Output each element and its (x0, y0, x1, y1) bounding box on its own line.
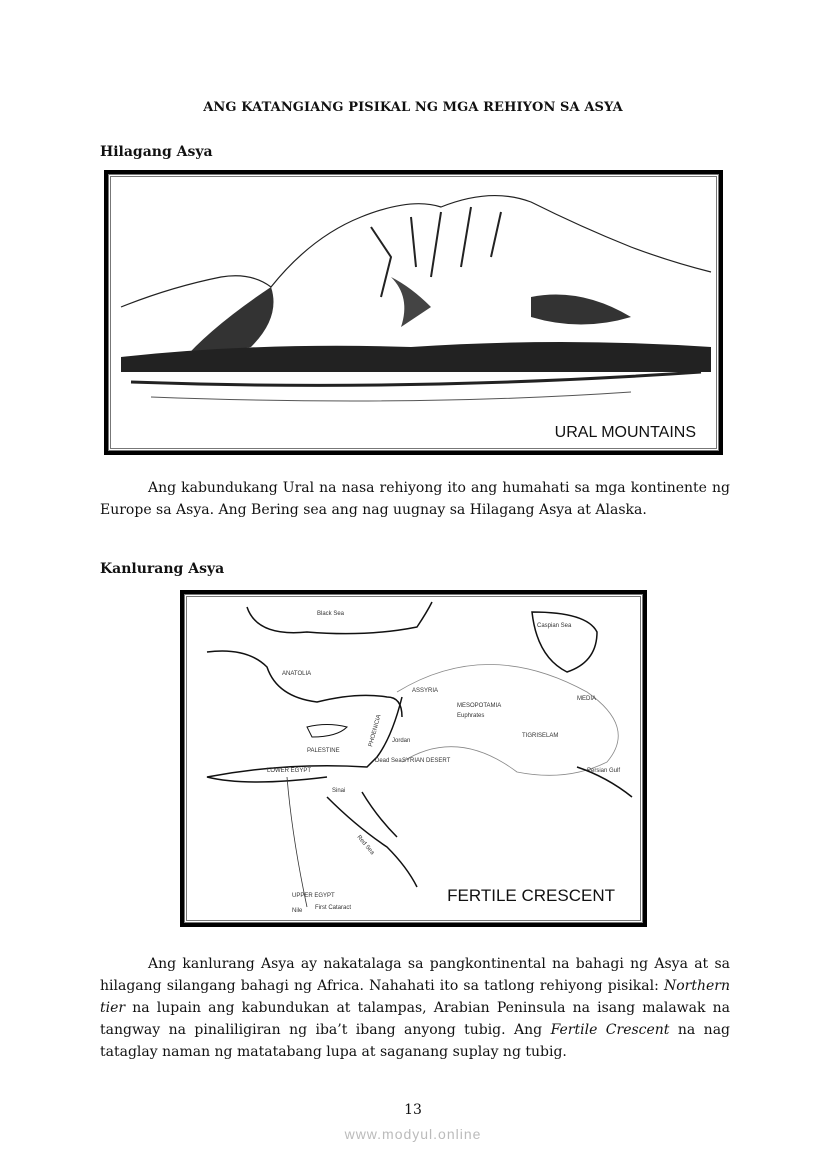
watermark: www.modyul.online (344, 1126, 482, 1142)
map-label: Persian Gulf (587, 768, 621, 774)
map-label: TIGRIS (522, 733, 543, 739)
map-label: Black Sea (317, 611, 345, 617)
map-label: Sinai (332, 788, 346, 794)
fertile-crescent-map-figure (180, 590, 647, 927)
paragraph-text: Ang kabundukang Ural na nasa rehiyong ito ang humahati sa mga kontinente ng Europe sa Asya. Ang Bering sea ang nag uugnay sa Hilagang Asya at Alaska. (100, 480, 730, 518)
map-label: Dead Sea (375, 758, 402, 764)
page-title: ANG KATANGIANG PISIKAL NG MGA REHIYON SA ASYA (203, 100, 623, 115)
emphasis-fertile-crescent: Fertile Crescent (550, 1022, 670, 1038)
map-label: ANATOLIA (282, 671, 312, 677)
figure-caption-fertile-crescent: FERTILE CRESCENT (447, 886, 615, 905)
paragraph-kanlurang-asya (100, 953, 730, 1063)
section-heading-kanlurang-asya: Kanlurang Asya (100, 561, 225, 577)
mountain-illustration (111, 177, 716, 448)
paragraph-text: na lupain ang kabundukan at talampas, Arabian Peninsula na isang malawak na tangway na pinaliligiran ng iba’t ibang anyong tubig. Ang (100, 1000, 730, 1038)
paragraph-text: Ang kanlurang Asya ay nakatalaga sa pangkontinental na bahagi ng Asya at sa hilagang silangang bahagi ng Africa. Nahahati ito sa tatlong rehiyong pisikal: (100, 956, 730, 994)
map-label: Euphrates (457, 713, 485, 719)
paragraph-hilagang-asya (100, 477, 730, 521)
map-label: LOWER EGYPT (267, 768, 312, 774)
map-label: Red Sea (355, 834, 376, 857)
fertile-crescent-map (187, 597, 640, 920)
map-label: ELAM (542, 733, 559, 739)
map-label: MESOPOTAMIA (457, 703, 502, 709)
map-label: PHOENICIA (368, 714, 383, 748)
section-heading-hilagang-asya: Hilagang Asya (100, 144, 213, 160)
map-label: Caspian Sea (537, 623, 572, 629)
map-label: Jordan (392, 738, 411, 744)
map-label: UPPER EGYPT (292, 893, 335, 899)
ural-mountains-figure (104, 170, 723, 455)
figure-caption-ural: URAL MOUNTAINS (554, 424, 696, 441)
map-label: Nile (292, 908, 303, 914)
map-label: ASSYRIA (412, 688, 439, 694)
paragraph-text: na nag tataglay naman ng matatabang lupa at saganang suplay ng tubig. (100, 1022, 730, 1060)
page-number: 13 (404, 1102, 422, 1118)
map-label: SYRIAN DESERT (402, 758, 451, 764)
emphasis-northern-tier: Northern tier (100, 978, 730, 1016)
map-label: PALESTINE (307, 748, 340, 754)
map-label: MEDIA (577, 696, 597, 702)
map-label: First Cataract (315, 905, 352, 911)
